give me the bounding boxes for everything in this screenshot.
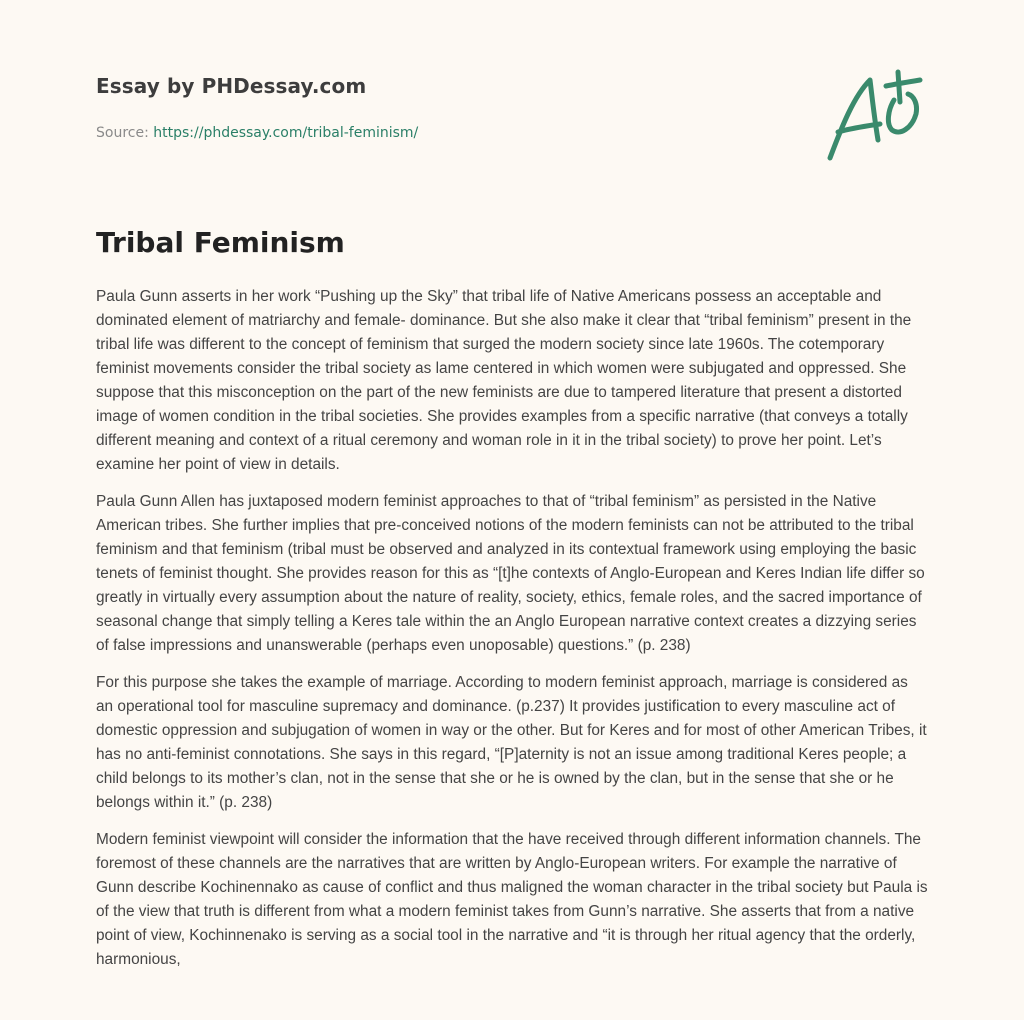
site-brand: Essay by PHDessay.com	[96, 74, 367, 98]
a-plus-logo-icon	[822, 66, 930, 166]
source-link[interactable]: https://phdessay.com/tribal-feminism/	[153, 125, 419, 141]
paragraph: Paula Gunn Allen has juxtaposed modern feminist approaches to that of “tribal feminism” as persisted in the Native American tribes. She further implies that pre-conceived notions of the modern feminists can not be attributed to the tribal feminism and that feminism (tribal must be observed and analyzed in its contextual framework using employing the basic tenets of feminist thought. She provides reason for this as “[t]he contexts of Anglo-European and Keres Indian life differ so greatly in virtually every assumption about the nature of reality, society, ethics, female roles, and the sacred importance of seasonal change that simply telling a Keres tale within the an Anglo European narrative context creates a dizzying series of false impressions and unanswerable (perhaps even unoposable) questions.” (p. 238)	[96, 493, 925, 654]
page-header	[96, 74, 928, 141]
paragraph: Modern feminist viewpoint will consider the information that the have received through different information channels. The foremost of these channels are the narratives that are written by Anglo-European writers. For example the narrative of Gunn describe Kochinennako as cause of conflict and thus maligned the woman character in the tribal society but Paula is of the view that truth is different from what a modern feminist takes from Gunn’s narrative. She asserts that from a native point of view, Kochinnenako is serving as a social tool in the narrative and “it is through her ritual agency that the orderly, harmonious,	[96, 831, 928, 968]
source-label: Source:	[96, 125, 149, 141]
essay-body	[96, 285, 928, 985]
paragraph: For this purpose she takes the example of marriage. According to modern feminist approach, marriage is considered as an operational tool for masculine supremacy and dominance. (p.237) It provides justification to every masculine act of domestic oppression and subjugation of women in way or the other. But for Keres and for most of other American Tribes, it has no anti-feminist connotations. She says in this regard, “[P]aternity is not an issue among traditional Keres people; a child belongs to its mother’s clan, not in the sense that she or he is owned by the clan, but in the sense that she or he belongs within it.” (p. 238)	[96, 674, 927, 811]
source-line	[96, 125, 418, 141]
paragraph: Paula Gunn asserts in her work “Pushing up the Sky” that tribal life of Native Americans possess an acceptable and dominated element of matriarchy and female- dominance. But she also make it clear that “tribal feminism” present in the tribal life was different to the concept of feminism that surged the modern society since late 1960s. The cotemporary feminist movements consider the tribal society as lame centered in which women were subjugated and oppressed. She suppose that this misconception on the part of the new feminists are due to tampered literature that present a distorted image of women condition in the tribal societies. She provides examples from a specific narrative (that conveys a totally different meaning and context of a ritual ceremony and woman role in it in the tribal society) to prove her point. Let’s examine her point of view in details.	[96, 288, 912, 473]
essay-title: Tribal Feminism	[96, 226, 345, 259]
